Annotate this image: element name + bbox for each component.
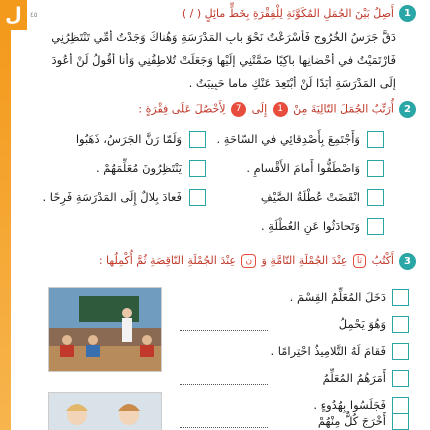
order-box[interactable] — [367, 218, 384, 235]
ex2-heading-end: لِأَحْصُلَ عَلَى فِقْرَةٍ : — [138, 102, 226, 116]
exercise-2-heading — [138, 102, 394, 117]
ex2-left-item: فَعادَ بِلالٌ إِلَى المَدْرَسَةِ فَرِحًا . — [42, 190, 182, 204]
order-box[interactable] — [367, 160, 384, 177]
ex2-right-item: وَاصْطَفُّوا أَمامَ الأَقْسامِ . — [246, 161, 360, 175]
completion-line[interactable] — [180, 427, 268, 428]
exercise-3-heading — [99, 254, 394, 268]
to-number: 7 — [231, 102, 246, 117]
exercise-2-badge: 2 — [399, 101, 416, 118]
complete-tag: تا — [353, 254, 366, 268]
classroom-photo — [48, 287, 162, 372]
ex2-right-item: وَتَحادَثُوا عَنِ العُطْلَةِ . — [260, 219, 360, 233]
ex2-left-item: يَنْتَظِرُونَ مُعَلِّمَهُمْ . — [95, 161, 182, 175]
ex1-line-3: إِلَى المَدْرَسَةِ أَبَدًا لَنْ أَبْتَعِدَ عَنْكِ ماما حَبِيبَتُ . — [188, 76, 396, 90]
exercise-1-badge: 1 — [399, 5, 416, 22]
ex3-sentence: أَمَرَهُمُ المُعَلِّمُ — [322, 371, 386, 385]
answer-tag-box[interactable] — [392, 343, 409, 360]
ex2-right-item: انْقَضَتْ عُطْلَةُ الصَّيْفِ — [260, 190, 360, 204]
answer-tag-box[interactable] — [392, 370, 409, 387]
answer-tag-box[interactable] — [392, 289, 409, 306]
answer-tag-box[interactable] — [392, 413, 409, 430]
order-box[interactable] — [189, 189, 206, 206]
ex3-heading-start: أَكْتُبُ — [371, 254, 394, 267]
answer-tag-box[interactable] — [392, 316, 409, 333]
exercise-3-badge: 3 — [399, 253, 416, 270]
exercise-1-heading: أَصِلُ بَيْنَ الجُمَلِ المُكَوَّنَةِ لِلْفِقْرَةِ بِخَطٍّ مائِلٍ ( / ) — [181, 7, 394, 20]
ex3-sentence: فَقامَ لَهُ التَّلامِيذُ احْتِرامًا . — [270, 344, 386, 358]
ex2-right-item: وَأَجْتَمِعَ بِأَصْدِقائِي في السّاحَةِ . — [216, 132, 360, 146]
section-tab: ل — [0, 0, 27, 30]
ex3-sentence: أَخْرَجَ كُلٌّ مِنْهُمْ — [317, 414, 386, 428]
answer-tag-box[interactable] — [392, 397, 409, 414]
ex1-line-1: دَقَّ جَرَسُ الخُرُوجِ فَأَسْرَعْتُ نَحْوَ بابِ المَدْرَسَةِ وَهُناكَ وَجَدْتُ أُمِّي تَنْتَظِرُنِي — [51, 30, 396, 44]
ex3-sentence: فَجَلَسُوا بِهُدُوءٍ . — [313, 398, 386, 412]
ex3-sentence: وَهُوَ يَحْمِلُ — [338, 317, 386, 331]
incomplete-tag: ن — [241, 254, 256, 268]
ex2-left-item: وَلَمّا رَنَّ الجَرَسُ، ذَهَبُوا — [75, 132, 182, 146]
ex1-line-2: فَارْتَمَيْتُ في أَحْضانِها باكِيًا ضَمَّتْنِي إِلَيْها وَجَعَلَتْ تُلاطِفُنِي وَأَنا أَقُولُ لَنْ أَعُودَ — [51, 53, 396, 67]
ex3-heading-end: عِنْدَ الجُمْلَةِ النّاقِصَةِ ثُمَّ أُكْمِلُها : — [98, 254, 236, 267]
completion-line[interactable] — [180, 384, 268, 385]
order-box[interactable] — [367, 189, 384, 206]
order-box[interactable] — [367, 131, 384, 148]
order-box[interactable] — [189, 160, 206, 177]
order-box[interactable] — [189, 131, 206, 148]
ex3-sentence: دَخَلَ المُعَلِّمُ القِسْمَ . — [289, 290, 386, 304]
students-photo — [48, 392, 162, 430]
completion-line[interactable] — [180, 330, 268, 331]
ex2-heading-start: أُرَتِّبُ الجُمَلَ التّالِيَةَ مِنْ — [293, 102, 394, 116]
side-stripe — [0, 30, 11, 430]
from-number: 1 — [273, 102, 288, 117]
ex2-to-word: إِلَى — [251, 102, 268, 116]
page-number: ٤٥ — [30, 11, 38, 19]
ex3-heading-mid: عِنْدَ الجُمْلَةِ التّامَّةِ وَ — [261, 254, 348, 267]
